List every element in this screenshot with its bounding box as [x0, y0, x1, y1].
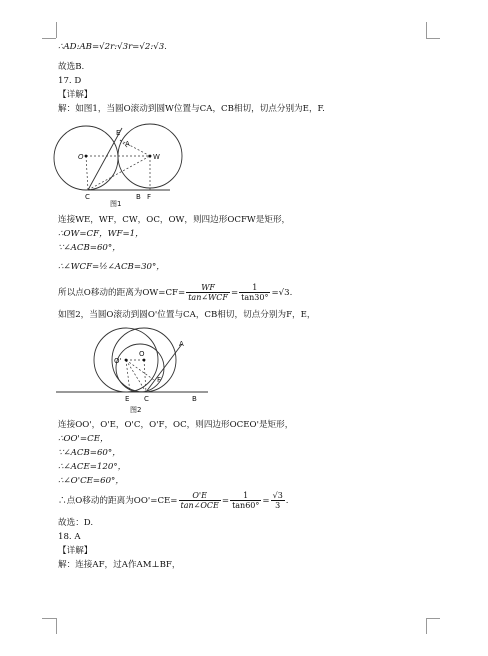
label-o-2: O [139, 350, 145, 358]
point-o [85, 155, 88, 158]
point-o-prime [125, 359, 128, 362]
ratio-conclusion: ∴AD:AB=√2r:√3r=√2:√3. [58, 42, 167, 52]
label-b-2: B [192, 395, 197, 403]
step-angle-acb-2: ∵∠ACB=60°， [58, 448, 121, 458]
crop-mark-bl-v [56, 618, 57, 634]
fraction-sqrt3-3 [271, 491, 285, 510]
label-c: C [85, 193, 90, 201]
answer-choice-16: 故选B. [58, 62, 85, 72]
point-o-2 [143, 359, 146, 362]
crop-mark-tr-v [426, 22, 427, 38]
formula-2-eq2: = [262, 496, 270, 506]
crop-mark-tl-h [42, 38, 56, 39]
figure-2 [56, 322, 216, 414]
fraction-1-den: tan∠WCF [188, 293, 228, 302]
point-w [149, 155, 152, 158]
step-angle-oce: ∴∠O'CE=60°， [58, 476, 124, 486]
fraction-5-num: √3 [272, 491, 283, 500]
question-18-header: 18. A [58, 532, 81, 542]
label-f-2: F [157, 376, 162, 384]
fraction-1-num: WF [186, 283, 230, 293]
formula-1-tail: =√3. [271, 288, 293, 298]
formula-1-prefix: 所以点O移动的距离为OW=CF= [58, 288, 186, 298]
fraction-4-den: tan60° [232, 501, 260, 510]
step-oo-ce: ∴OO'=CE， [58, 434, 109, 444]
crop-mark-tl-v [56, 22, 57, 38]
crop-mark-bl-h [42, 618, 56, 619]
step-ow-cf: ∴OW=CF，WF=1， [58, 229, 144, 239]
segment-o-prime-f [126, 360, 154, 380]
figure-1-caption: 图1 [110, 200, 122, 208]
fraction-5-den: 3 [275, 501, 281, 510]
figure-2-caption: 图2 [130, 406, 142, 414]
crop-mark-br-h [426, 618, 440, 619]
step-angle-acb: ∵∠ACB=60°， [58, 243, 121, 253]
figure-1 [52, 120, 192, 208]
solution-intro-18: 解：连接AF，过A作AM⊥BF， [58, 560, 181, 570]
label-a: A [125, 140, 130, 148]
ray-ca [88, 128, 122, 190]
label-c-2: C [144, 395, 149, 403]
solution-intro-fig2: 如图2，当圆O滚动到圆O'位置与CA，CB相切，切点分别为F，E， [58, 310, 316, 320]
step-angle-ace: ∴∠ACE=120°， [58, 462, 127, 472]
segment-oc-2 [144, 360, 146, 392]
fraction-3-num: O'E [179, 491, 221, 501]
label-w: W [153, 153, 160, 161]
formula-2-eq: = [221, 496, 230, 506]
fraction-2-den: tan30° [241, 293, 269, 302]
distance-formula-2 [58, 490, 289, 512]
fraction-2-num: 1 [239, 283, 270, 293]
label-e: E [116, 129, 121, 137]
connect-fig2: 连接OO'，O'E，O'C，O'F，OC，则四边形OCEO'是矩形， [58, 420, 294, 430]
fraction-oe-tan [179, 491, 221, 510]
explanation-heading: 【详解】 [58, 90, 93, 100]
formula-2-prefix: ∴点O移动的距离为OO'=CE= [58, 496, 178, 506]
fraction-wf-tan [186, 283, 230, 302]
fraction-3-den: tan∠OCE [180, 501, 219, 510]
label-b: B [136, 193, 141, 201]
formula-2-tail: . [285, 496, 289, 506]
connect-fig1: 连接WE，WF，CW，OC，OW，则四边形OCFW是矩形， [58, 215, 291, 225]
crop-mark-tr-h [426, 38, 440, 39]
label-o-prime: O' [114, 357, 122, 365]
fraction-1-tan30 [239, 283, 270, 302]
solution-intro-fig1: 解：如图1，当圆O滚动到圆W位置与CA，CB相切，切点分别为E，F. [58, 104, 325, 114]
step-angle-wcf: ∴∠WCF=½∠ACB=30°， [58, 262, 165, 272]
distance-formula-1 [58, 282, 292, 304]
question-17-header: 17. D [58, 76, 82, 86]
label-e-2: E [125, 395, 130, 403]
fraction-1-tan60 [230, 491, 261, 510]
label-o: O [78, 153, 84, 161]
fraction-4-num: 1 [230, 491, 261, 501]
explanation-heading-18: 【详解】 [58, 546, 93, 556]
label-f: F [147, 193, 152, 201]
answer-choice-17: 故选：D. [58, 518, 94, 528]
crop-mark-br-v [426, 618, 427, 634]
segment-o-prime-c [126, 360, 146, 392]
label-a-2: A [179, 340, 184, 348]
segment-oc [86, 156, 88, 190]
formula-1-eq: = [230, 288, 239, 298]
